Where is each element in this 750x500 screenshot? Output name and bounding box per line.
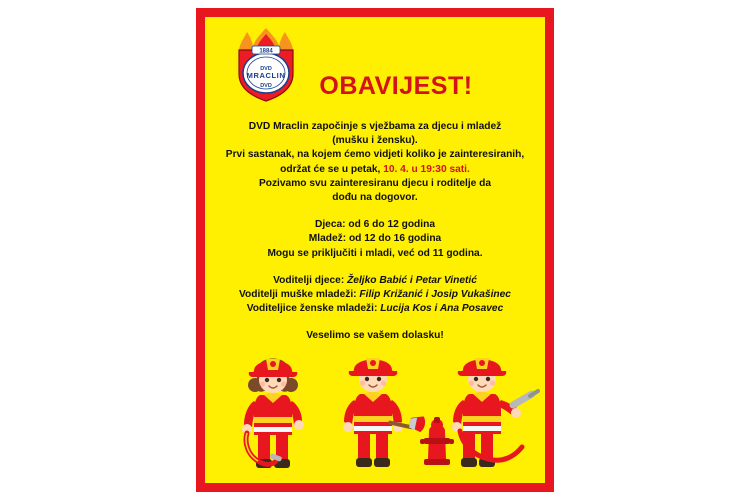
poster-title: OBAVIJEST! [319,72,473,100]
meeting-line-2 [217,163,533,177]
logo-text-bottom: DVD [260,83,272,89]
spacer-1 [217,205,533,218]
leader-male-youth [217,288,533,302]
leader-children [217,274,533,288]
group-note: Mogu se priključiti i mladi, već od 11 godina. [267,247,483,259]
poster-body [217,120,533,344]
logo-year: 1884 [259,48,273,55]
leader-male-youth-label: Voditelji muške mladeži: [239,289,360,301]
leader-female-youth-label: Voditeljice ženske mladeži: [246,303,381,315]
leader-female-youth [217,302,533,316]
meeting-line-2-prefix: održat će se u petak, [280,163,384,175]
group-children: Djeca: od 6 do 12 godina [314,219,435,231]
meeting-datetime: 10. 4. u 19:30 sati. [383,163,470,175]
boy-firefighter-axe-icon [343,358,426,467]
leader-male-youth-names: Filip Križanić i Josip Vukašinec [359,289,511,301]
leader-children-label: Voditelji djece: [273,274,348,286]
closing-line: Veselimo se vašem dolasku! [306,330,444,342]
spacer-2 [217,261,533,274]
spacer-3 [217,316,533,329]
logo-text-top: DVD [260,66,272,72]
boy-firefighter-hose-icon [452,358,538,467]
meeting-line-1: Prvi sastanak, na kojem ćemo vidjeti koliko je zainteresiranih, [225,149,525,161]
intro-line-2: (mušku i žensku). [332,135,418,147]
firefighter-kids-illustration [205,339,545,479]
poster-red-border [196,8,554,492]
poster-yellow-body [205,17,545,483]
group-youth: Mladež: od 12 do 16 godina [308,233,442,245]
leader-children-names: Željko Babić i Petar Vinetić [347,274,477,286]
meeting-line-3: Pozivamo svu zainteresiranu djecu i roditelje da [258,177,492,189]
intro-line-1: DVD Mraclin započinje s vježbama za djecu i mladež [248,121,502,132]
girl-firefighter-icon [242,359,304,469]
fire-hydrant-icon [420,417,454,465]
meeting-line-4: dođu na dogovor. [332,192,418,204]
leader-female-youth-names: Lucija Kos i Ana Posavec [380,303,504,315]
logo-text-center: MRACLIN [246,71,286,80]
